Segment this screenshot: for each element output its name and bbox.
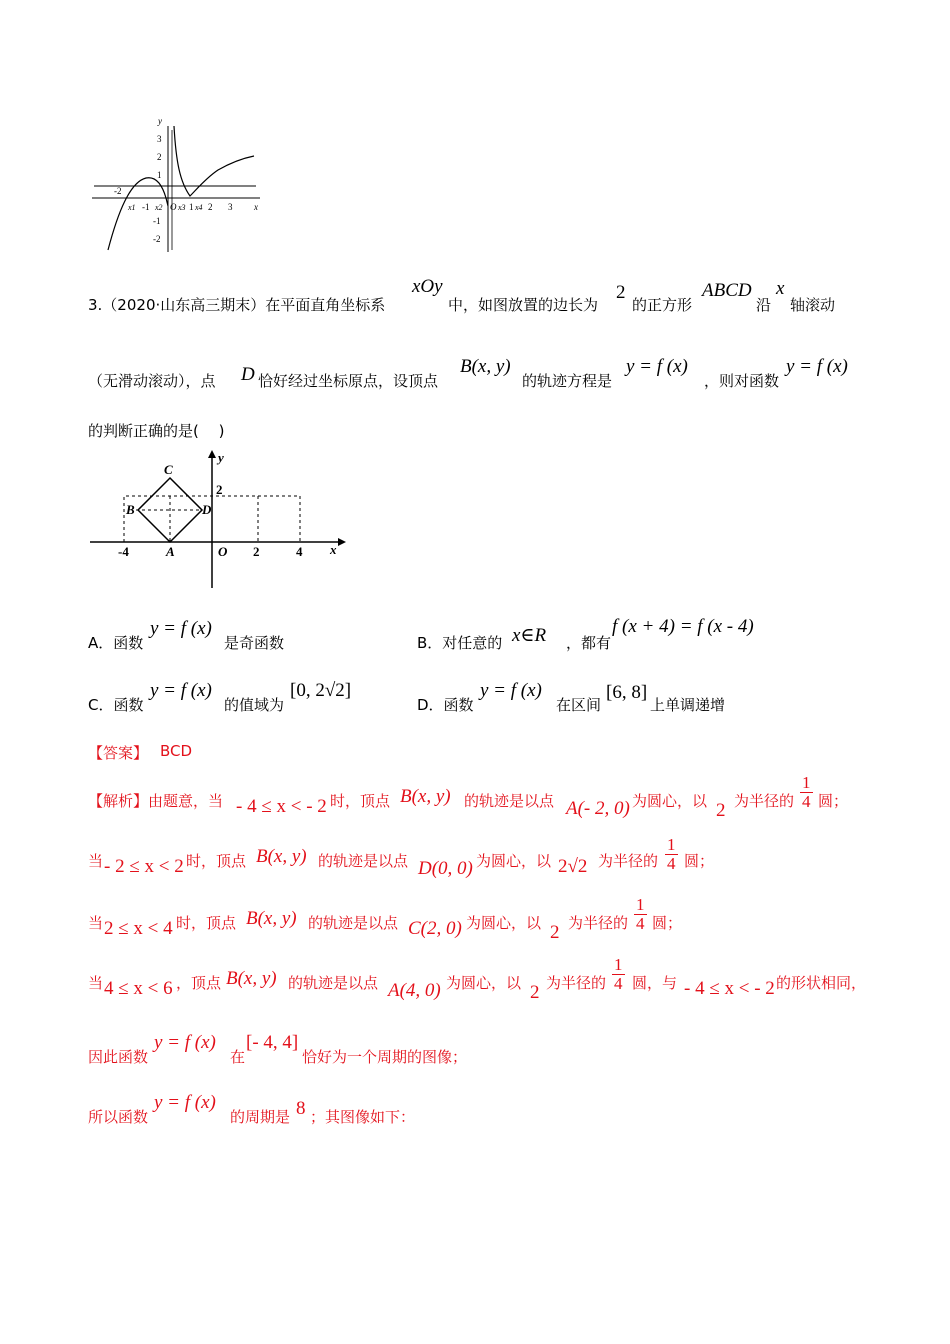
fraction-quarter: $\frac{1}{4}$ [636, 895, 645, 933]
option-a-text: 是奇函数 [224, 634, 285, 652]
option-c-text: 的值域为 [224, 696, 285, 714]
analysis-text: 为圆心，以 [476, 852, 552, 870]
tick-label: 2 [253, 544, 260, 559]
vertex-label: C [164, 462, 173, 477]
tick-label: x3 [178, 203, 186, 212]
math-range: [0, 2√2] [290, 680, 352, 701]
math-yfx: y = f (x) [480, 680, 542, 701]
analysis-text: 所以函数 [88, 1108, 149, 1126]
analysis-text: 圆； [684, 852, 715, 870]
analysis-text: 【解析】由题意，当 [88, 792, 224, 810]
analysis-text: 因此函数 [88, 1048, 149, 1066]
analysis-text: 的轨迹是以点 [318, 852, 409, 870]
math-d: D [241, 364, 255, 385]
math-radius: 2 [716, 800, 726, 821]
answer-label: 【答案】 [88, 744, 149, 762]
analysis-text: 圆； [652, 914, 683, 932]
question-text: 轴滚动 [790, 296, 836, 314]
math-interval: - 4 ≤ x < - 2 [684, 978, 775, 999]
analysis-text: 为半径的 [598, 852, 659, 870]
math-yfx: y = f (x) [786, 356, 848, 377]
math-yfx: y = f (x) [626, 356, 688, 377]
analysis-text: 恰好为一个周期的图像； [302, 1048, 468, 1066]
math-two: 2 [616, 282, 626, 303]
math-yfx: y = f (x) [150, 680, 212, 701]
function-graph-figure [88, 112, 268, 254]
analysis-text: 为圆心，以 [466, 914, 542, 932]
analysis-text: 为圆心，以 [446, 974, 522, 992]
x-axis-label: x [330, 542, 337, 557]
tick-label: 1 [189, 202, 194, 212]
tick-label: 1 [157, 170, 162, 180]
tick-label: 4 [296, 544, 303, 559]
math-interval: [6, 8] [606, 682, 648, 703]
math-interval: 4 ≤ x < 6 [104, 978, 173, 999]
analysis-text: 在 [230, 1048, 246, 1066]
analysis-text: 的周期是 [230, 1108, 291, 1126]
math-bxy: B(x, y) [226, 968, 277, 989]
question-text: 的轨迹方程是 [522, 372, 613, 390]
analysis-text: 时，顶点 [330, 792, 391, 810]
tick-label: -1 [142, 202, 150, 212]
analysis-text: 的形状相同， [776, 974, 867, 992]
math-radius: 2 [550, 922, 560, 943]
question-text: 沿 [756, 296, 772, 314]
option-c-label: C．函数 [88, 696, 144, 714]
answer-value: BCD [160, 742, 193, 760]
tick-label: x4 [195, 203, 203, 212]
math-point: A(4, 0) [388, 980, 441, 1001]
fraction-quarter: $\frac{1}{4}$ [614, 955, 623, 993]
math-abcd: ABCD [702, 280, 752, 301]
vertex-label: B [126, 502, 135, 517]
option-d-text: 上单调递增 [650, 696, 726, 714]
option-d-text: 在区间 [556, 696, 602, 714]
analysis-text: 为半径的 [734, 792, 795, 810]
fraction-quarter: $\frac{1}{4}$ [802, 773, 811, 811]
math-radius: 2 [530, 982, 540, 1003]
option-b-label: B．对任意的 [417, 634, 503, 652]
math-interval: - 2 ≤ x < 2 [104, 856, 184, 877]
question-text: 恰好经过坐标原点，设顶点 [258, 372, 439, 390]
math-radius: 2√2 [558, 856, 588, 877]
analysis-text: ，顶点 [176, 974, 222, 992]
math-point: C(2, 0) [408, 918, 462, 939]
tick-label: O [170, 202, 177, 212]
vertex-label: A [166, 544, 175, 559]
square-rolling-figure [88, 448, 348, 590]
analysis-text: 的轨迹是以点 [464, 792, 555, 810]
analysis-text: 为圆心，以 [632, 792, 708, 810]
math-yfx: y = f (x) [154, 1032, 216, 1053]
math-x-in-r: x∈R [512, 625, 547, 646]
math-point: A(- 2, 0) [566, 798, 630, 819]
tick-label: x2 [155, 203, 163, 212]
math-periodic-eq: f (x + 4) = f (x - 4) [612, 616, 754, 637]
tick-label: -2 [153, 234, 161, 244]
analysis-text: 当 [88, 914, 104, 932]
origin-label: O [218, 544, 228, 559]
question-text: 中，如图放置的边长为 [448, 296, 599, 314]
math-bxy: B(x, y) [400, 786, 451, 807]
tick-label: 3 [228, 202, 233, 212]
vertex-label: D [202, 502, 212, 517]
math-interval: - 4 ≤ x < - 2 [236, 796, 327, 817]
analysis-text: 的轨迹是以点 [308, 914, 399, 932]
analysis-text: 时，顶点 [186, 852, 247, 870]
analysis-text: 圆； [818, 792, 849, 810]
math-interval: 2 ≤ x < 4 [104, 918, 173, 939]
tick-label: -2 [114, 186, 122, 196]
question-text: （无滑动滚动），点 [88, 372, 216, 390]
analysis-text: 为半径的 [546, 974, 607, 992]
x-axis-label: x [254, 202, 258, 212]
analysis-text: 当 [88, 974, 104, 992]
analysis-text: ；其图像如下： [310, 1108, 416, 1126]
tick-label: -1 [153, 216, 161, 226]
analysis-text: 圆，与 [632, 974, 678, 992]
question-text: 的判断正确的是( ) [88, 422, 225, 440]
option-d-label: D．函数 [417, 696, 474, 714]
math-bxy: B(x, y) [460, 356, 511, 377]
analysis-text: 为半径的 [568, 914, 629, 932]
math-yfx: y = f (x) [154, 1092, 216, 1113]
tick-label: x1 [128, 203, 136, 212]
math-x: x [776, 278, 785, 299]
math-interval: [- 4, 4] [246, 1032, 299, 1053]
question-number-text: 3.（2020·山东高三期末）在平面直角坐标系 [88, 296, 386, 314]
y-axis-label: y [158, 116, 162, 126]
math-xoy: xOy [412, 276, 443, 297]
option-b-text: ，都有 [566, 634, 612, 652]
analysis-text: 时，顶点 [176, 914, 237, 932]
tick-label: 2 [216, 482, 223, 497]
math-period: 8 [296, 1098, 306, 1119]
tick-label: -4 [118, 544, 129, 559]
analysis-text: 当 [88, 852, 104, 870]
math-point: D(0, 0) [418, 858, 473, 879]
tick-label: 2 [208, 202, 213, 212]
tick-label: 2 [157, 152, 162, 162]
question-text: ，则对函数 [704, 372, 780, 390]
y-axis-label: y [218, 450, 224, 465]
math-bxy: B(x, y) [256, 846, 307, 867]
math-bxy: B(x, y) [246, 908, 297, 929]
option-a-label: A．函数 [88, 634, 144, 652]
fraction-quarter: $\frac{1}{4}$ [667, 835, 676, 873]
tick-label: 3 [157, 134, 162, 144]
analysis-text: 的轨迹是以点 [288, 974, 379, 992]
math-yfx: y = f (x) [150, 618, 212, 639]
question-text: 的正方形 [632, 296, 693, 314]
